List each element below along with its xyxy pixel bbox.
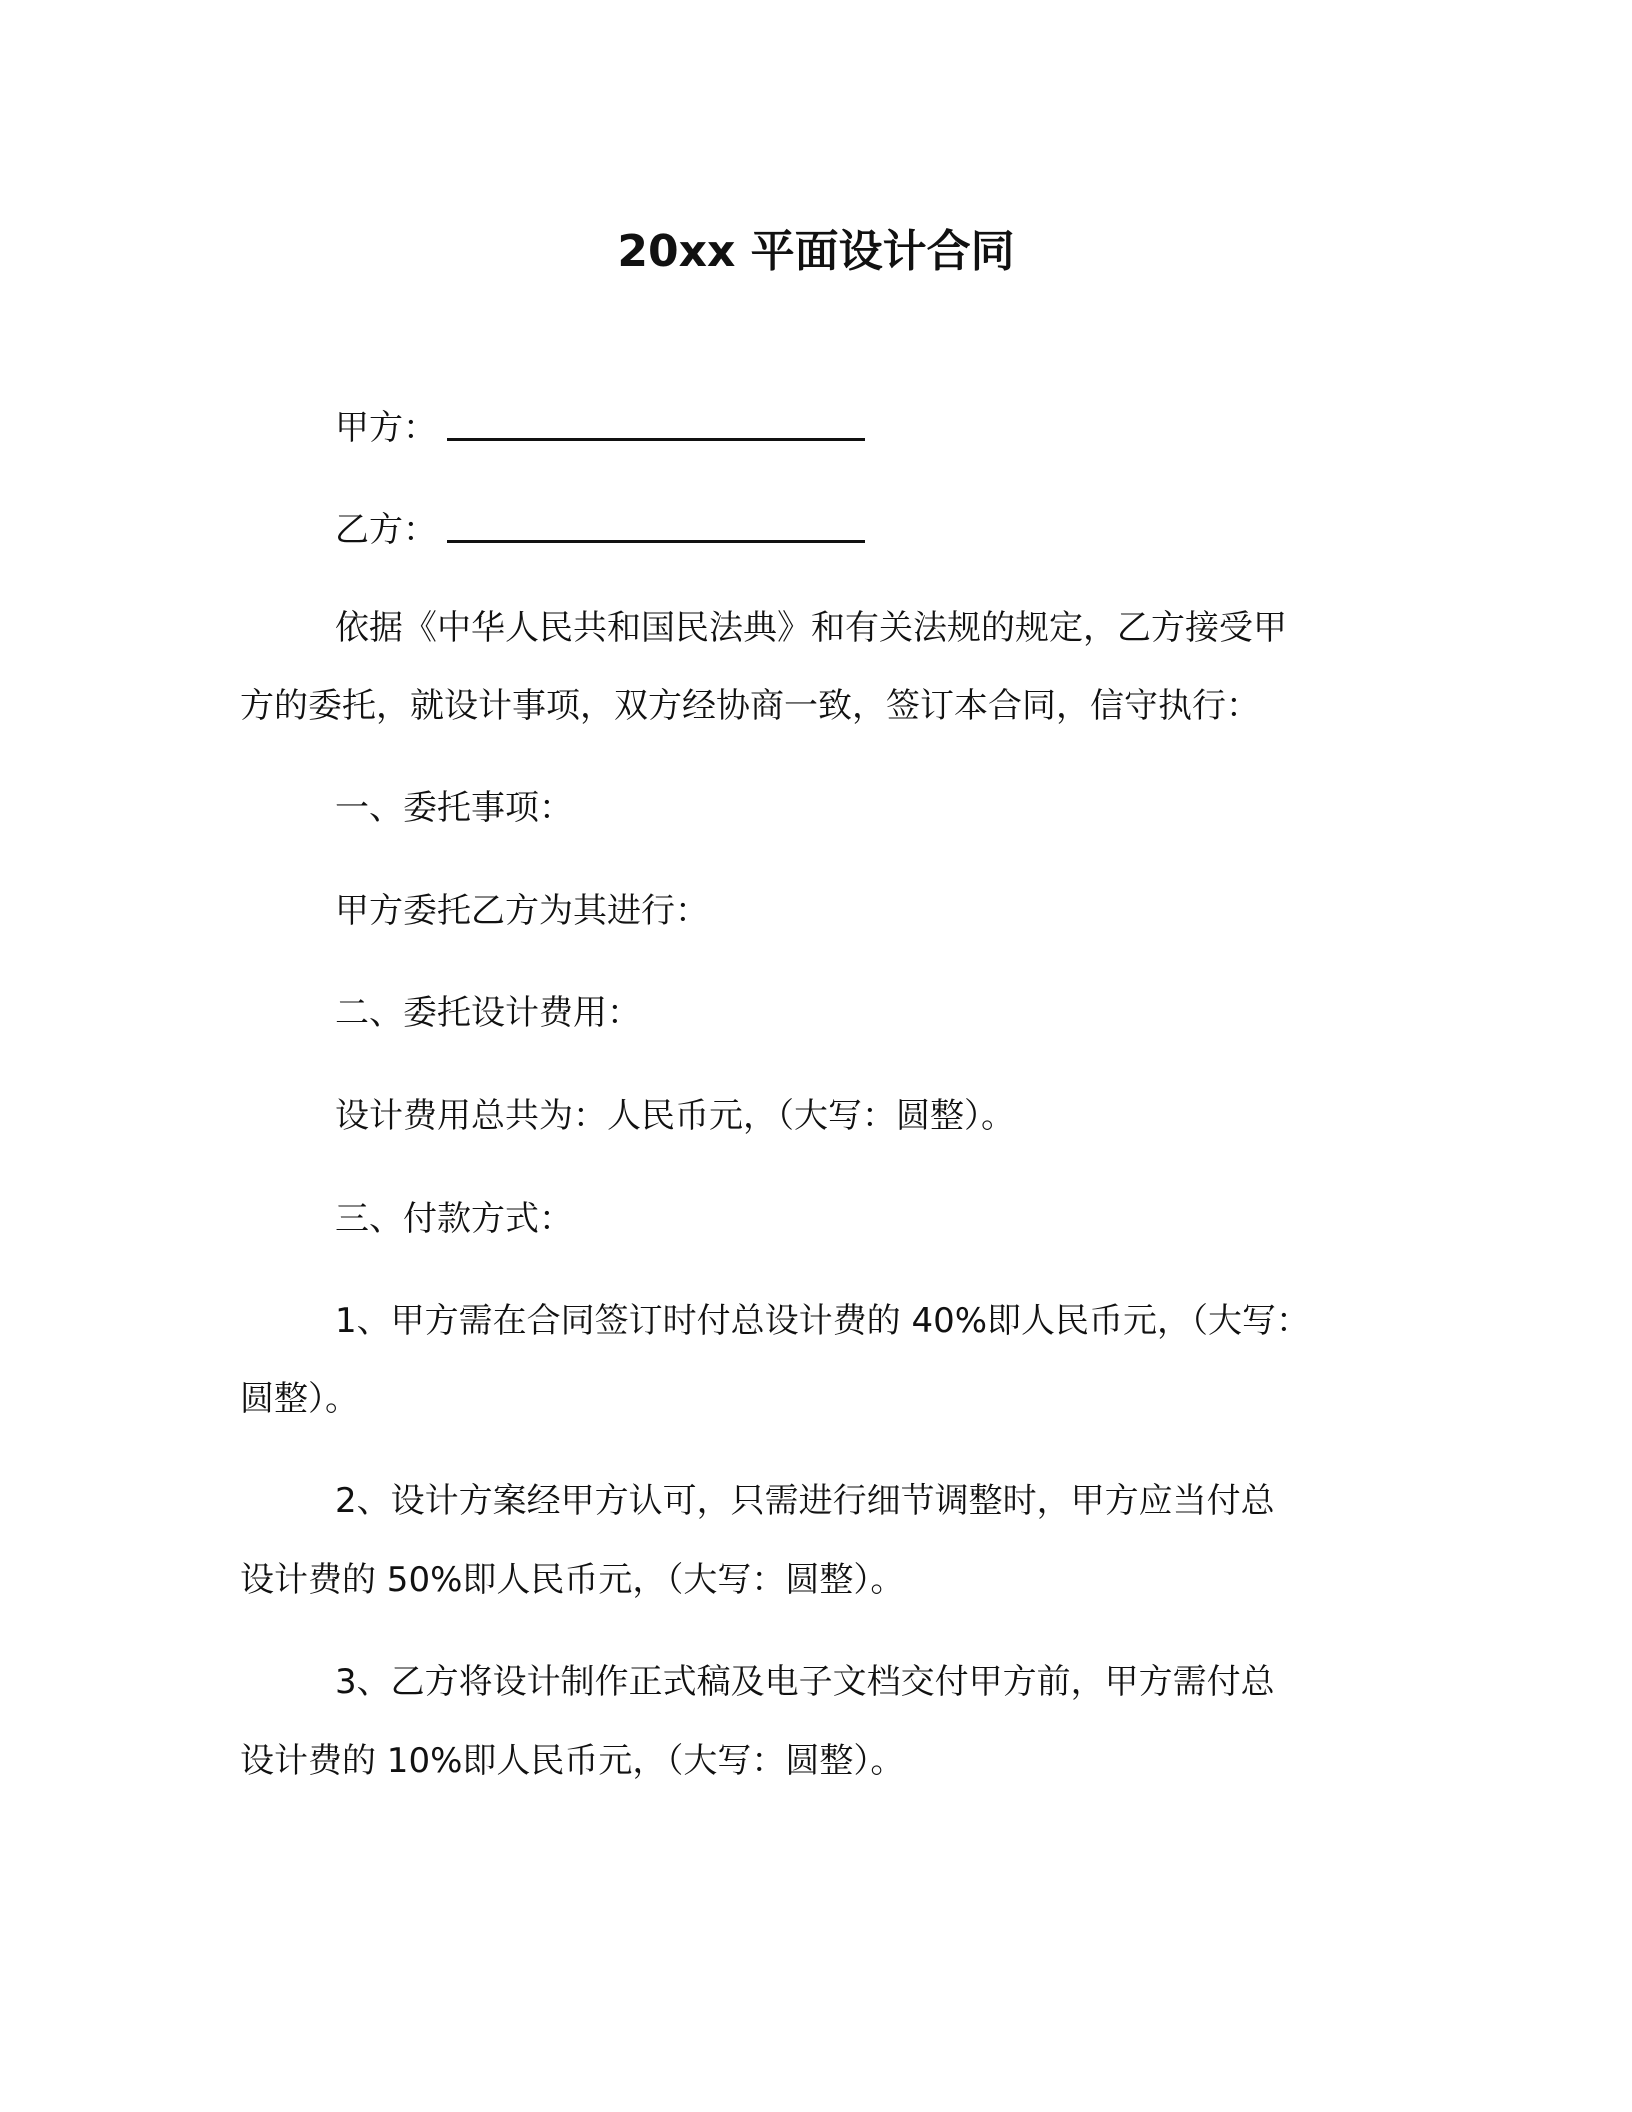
page-title: 20xx 平面设计合同: [617, 226, 1015, 277]
section-2-text: 设计费用总共为：人民币元，（大写：圆整）。: [335, 1096, 1015, 1136]
intro-line-1: 依据《中华人民共和国民法典》和有关法规的规定，乙方接受甲: [335, 608, 1287, 648]
payment-item-3-line-2: 设计费的 10%即人民币元，（大写：圆整）。: [240, 1741, 905, 1781]
section-1-text: 甲方委托乙方为其进行：: [335, 891, 709, 931]
payment-item-2-line-2: 设计费的 50%即人民币元，（大写：圆整）。: [240, 1560, 905, 1600]
section-3-heading: 三、付款方式：: [335, 1199, 573, 1239]
party-a-label: 甲方：: [335, 408, 437, 448]
payment-item-1-line-2: 圆整）。: [240, 1379, 359, 1419]
party-b-label: 乙方：: [335, 510, 437, 550]
section-1-heading: 一、委托事项：: [335, 788, 573, 828]
party-a-blank: [447, 438, 865, 441]
payment-item-2-line-1: 2、设计方案经甲方认可，只需进行细节调整时，甲方应当付总: [335, 1481, 1275, 1521]
party-b-blank: [447, 540, 865, 543]
party-b-line: [335, 505, 865, 555]
payment-item-3-line-1: 3、乙方将设计制作正式稿及电子文档交付甲方前，甲方需付总: [335, 1662, 1275, 1702]
payment-item-1-line-1: 1、甲方需在合同签订时付总设计费的 40%即人民币元，（大写：: [335, 1301, 1311, 1341]
section-2-heading: 二、委托设计费用：: [335, 993, 641, 1033]
party-a-line: [335, 403, 865, 453]
intro-line-2: 方的委托，就设计事项，双方经协商一致，签订本合同，信守执行：: [240, 686, 1260, 726]
